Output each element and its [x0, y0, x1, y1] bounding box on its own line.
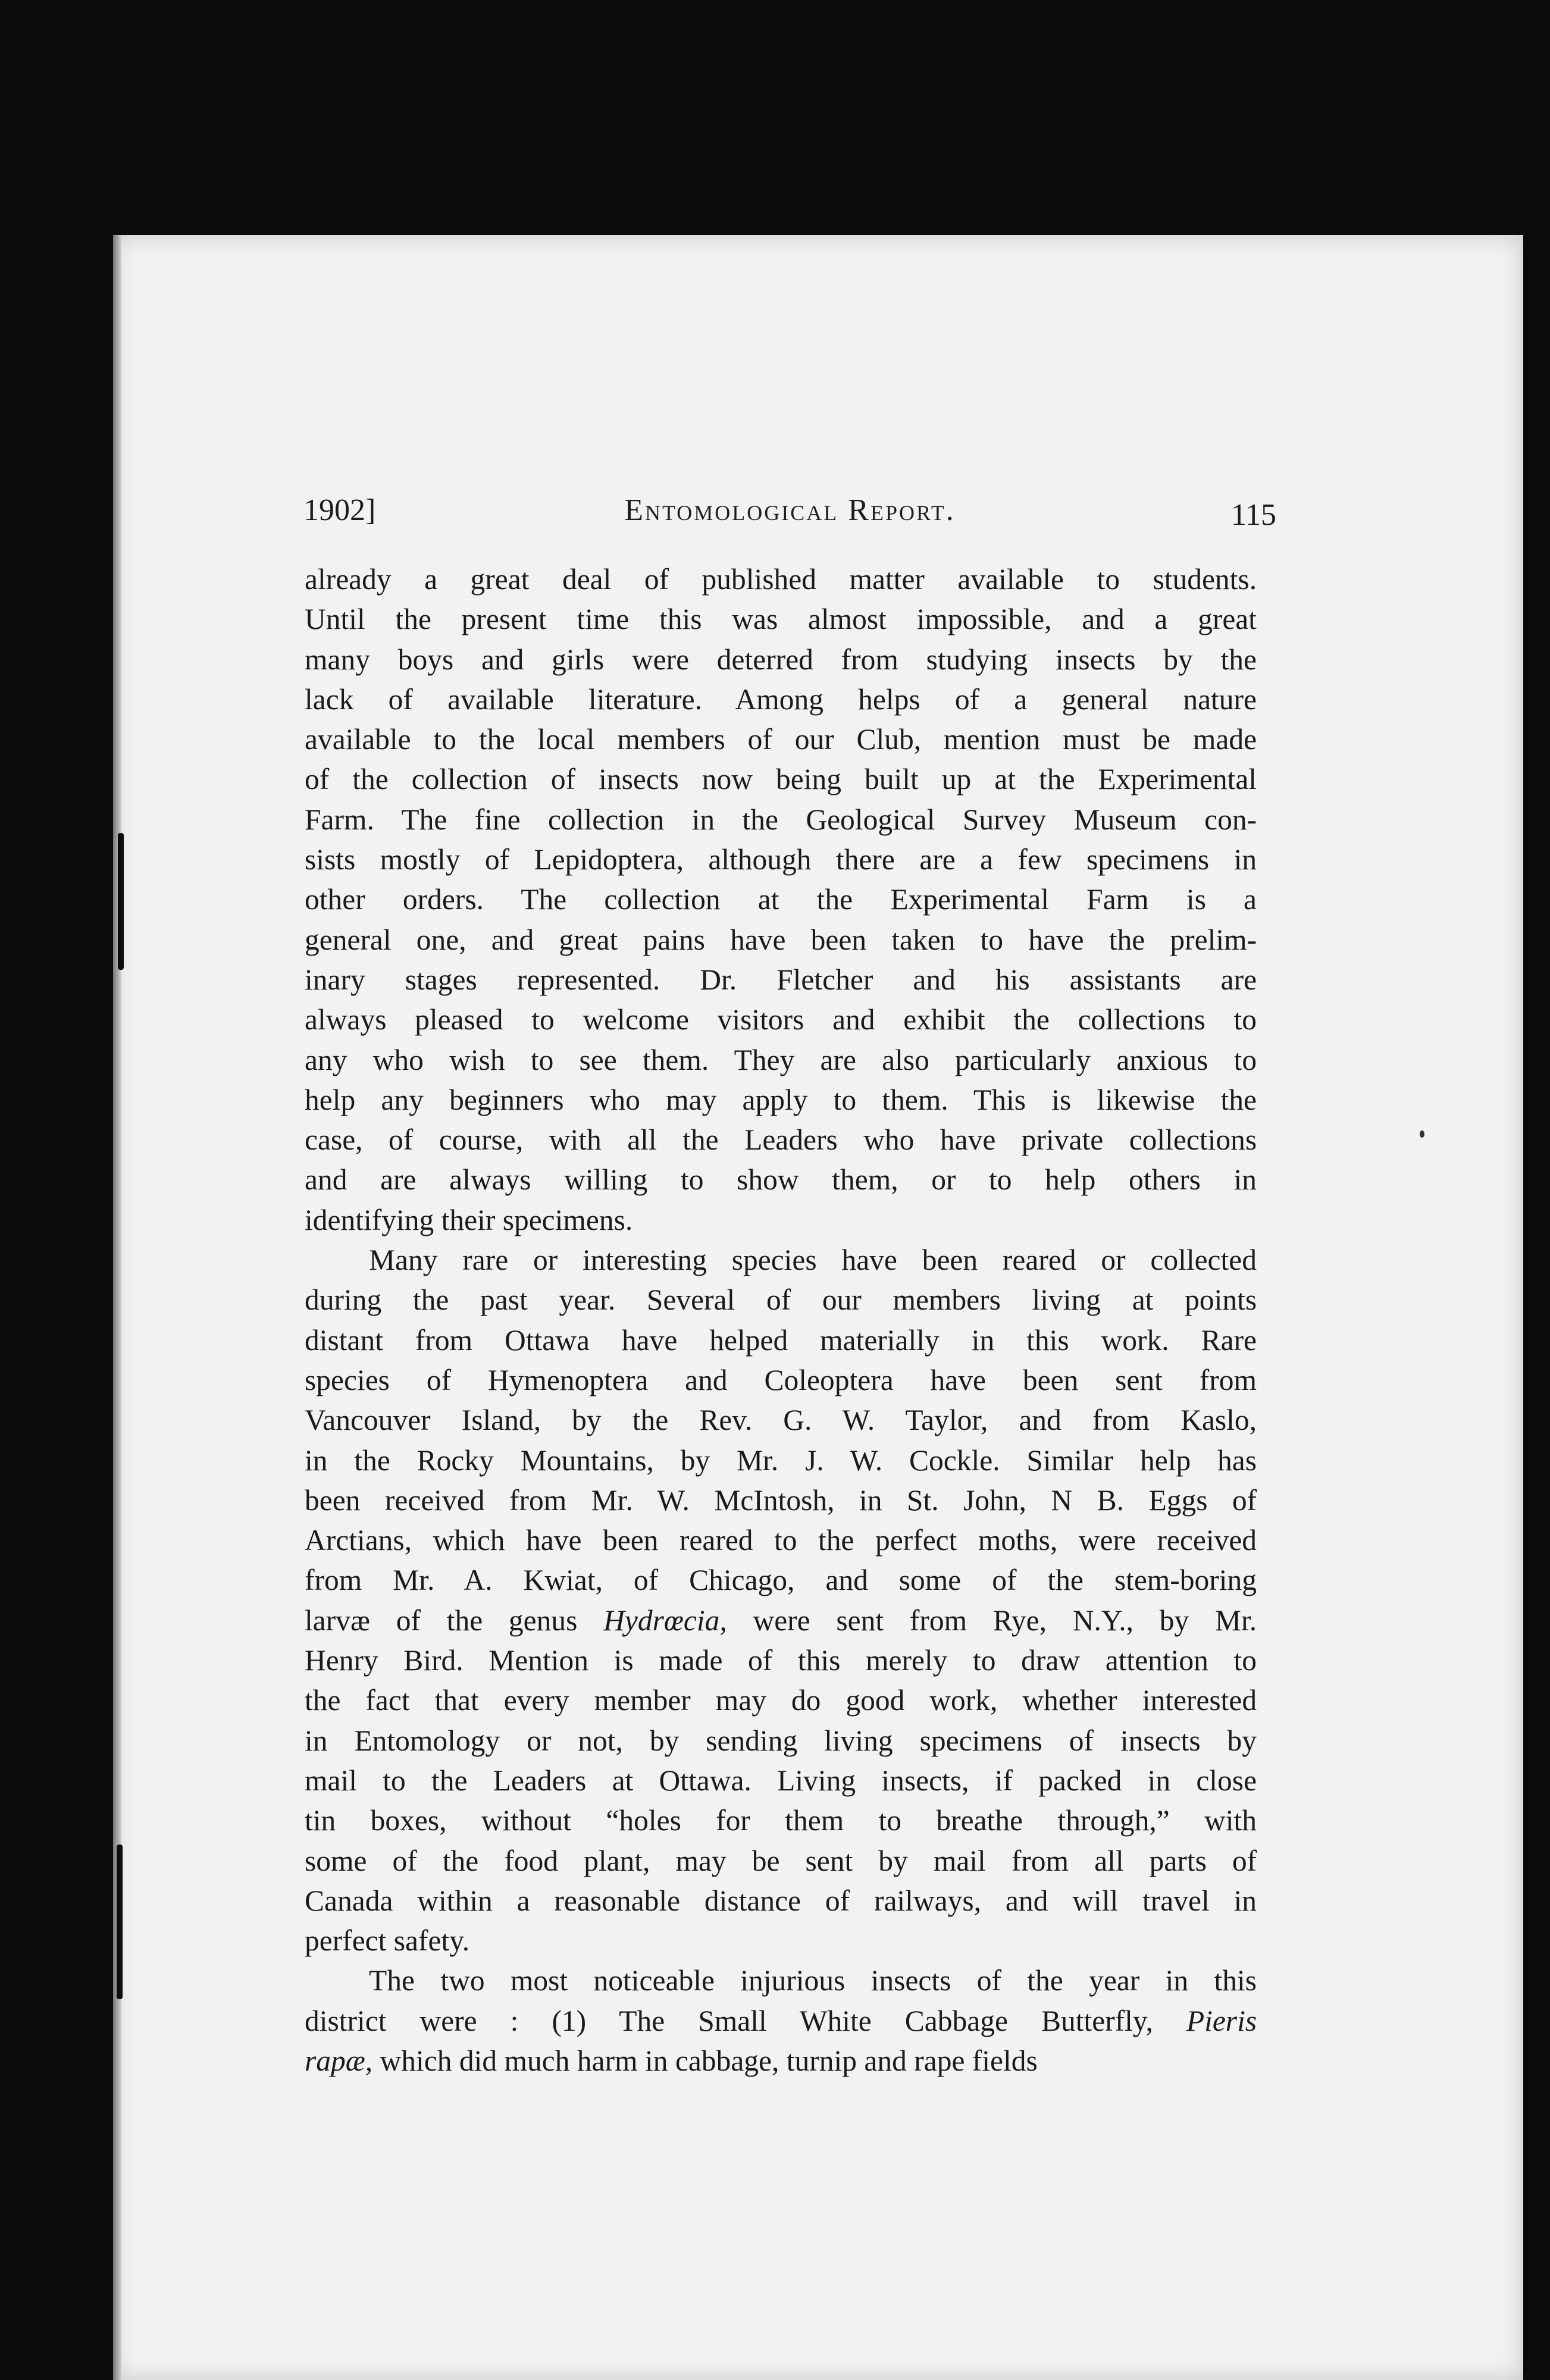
header-year: 1902] [303, 493, 376, 527]
text-line: The two most noticeable injurious insects of the year in this [369, 1964, 1257, 1997]
text-line: mail to the Leaders at Ottawa. Living insects, if packed in close [305, 1764, 1257, 1797]
text-line: always pleased to welcome visitors and exhibit the collections to [305, 1003, 1257, 1036]
text-line: other orders. The collection at the Experimental Farm is a [305, 883, 1257, 916]
header-title: Entomological Report. [624, 493, 956, 527]
paragraph [305, 559, 1257, 1240]
text-line: district were : (1) The Small White Cabbage Butterfly, Pieris [305, 2004, 1257, 2037]
text-line: some of the food plant, may be sent by mail from all parts of [305, 1844, 1257, 1877]
text-line: Farm. The fine collection in the Geological Survey Museum con- [305, 803, 1257, 836]
text-line: any who wish to see them. They are also particularly anxious to [305, 1043, 1257, 1076]
text-line: in the Rocky Mountains, by Mr. J. W. Cockle. Similar help has [305, 1443, 1257, 1477]
text-line: many boys and girls were deterred from studying insects by the [305, 643, 1257, 676]
margin-mark-upper [118, 833, 124, 970]
text-line: general one, and great pains have been taken to have the prelim- [305, 923, 1257, 956]
text-line: species of Hymenoptera and Coleoptera have been sent from [305, 1363, 1257, 1396]
speck [1420, 1130, 1424, 1138]
text-line: available to the local members of our Club, mention must be made [305, 723, 1257, 756]
paragraph [305, 1961, 1257, 2081]
running-header [303, 493, 1276, 546]
text-line: inary stages represented. Dr. Fletcher and his assistants are [305, 963, 1257, 996]
text-line: sists mostly of Lepidoptera, although there are a few specimens in [305, 843, 1257, 876]
text-line: already a great deal of published matter available to students. [305, 563, 1257, 596]
margin-mark-lower [117, 1844, 123, 1999]
text-line: help any beginners who may apply to them. This is likewise the [305, 1083, 1257, 1116]
text-line: Arctians, which have been reared to the perfect moths, were received [305, 1524, 1257, 1557]
text-line: rapæ, which did much harm in cabbage, turnip and rape fields [305, 2044, 1038, 2077]
text-line: Vancouver Island, by the Rev. G. W. Taylor, and from Kaslo, [305, 1404, 1257, 1437]
text-line: of the collection of insects now being built up at the Experimental [305, 763, 1257, 796]
body-text [305, 559, 1257, 2081]
text-line: distant from Ottawa have helped materially in this work. Rare [305, 1323, 1257, 1357]
text-line: the fact that every member may do good work, whether interested [305, 1684, 1257, 1717]
text-line: case, of course, with all the Leaders who have private collections [305, 1123, 1257, 1157]
text-line: larvæ of the genus Hydrœcia, were sent from Rye, N.Y., by Mr. [305, 1604, 1257, 1637]
text-line: and are always willing to show them, or to help others in [305, 1163, 1257, 1197]
paragraph [305, 1240, 1257, 1961]
text-line: identifying their specimens. [305, 1203, 633, 1236]
text-line: tin boxes, without “holes for them to breathe through,” with [305, 1804, 1257, 1837]
text-line: in Entomology or not, by sending living specimens of insects by [305, 1724, 1257, 1757]
page-number: 115 [1230, 498, 1276, 532]
text-line: lack of available literature. Among helps of a general nature [305, 682, 1257, 716]
text-line: during the past year. Several of our members living at points [305, 1283, 1257, 1317]
text-line: from Mr. A. Kwiat, of Chicago, and some of the stem-boring [305, 1564, 1257, 1597]
text-line: perfect safety. [305, 1924, 470, 1958]
text-line: Canada within a reasonable distance of railways, and will travel in [305, 1884, 1257, 1917]
page-spine-edge [113, 235, 121, 2380]
text-line: Many rare or interesting species have been reared or collected [369, 1244, 1257, 1277]
text-line: Until the present time this was almost impossible, and a great [305, 603, 1257, 636]
text-line: been received from Mr. W. McIntosh, in St. John, N B. Eggs of [305, 1483, 1257, 1517]
text-line: Henry Bird. Mention is made of this merely to draw attention to [305, 1644, 1257, 1677]
